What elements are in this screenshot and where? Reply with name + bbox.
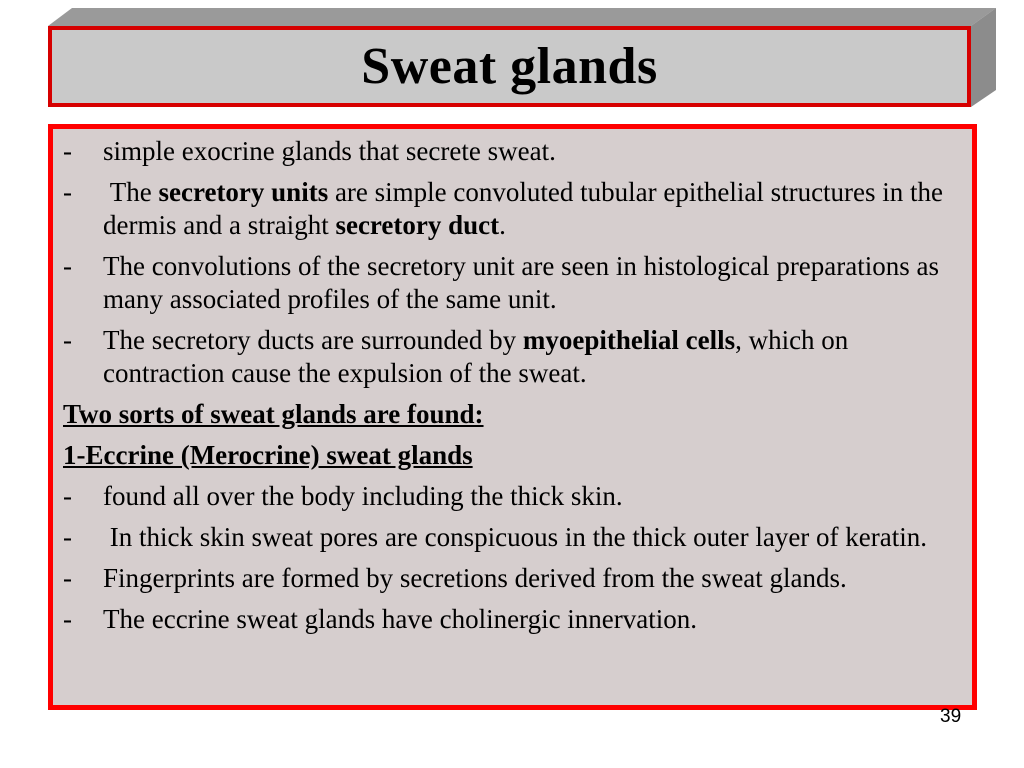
bullet-dash: -	[63, 136, 72, 166]
bullet-item	[63, 176, 958, 242]
content-box	[48, 124, 977, 710]
section-heading: Two sorts of sweat glands are found:	[63, 399, 484, 429]
bullet-text: .	[499, 210, 506, 240]
subsection-heading: 1-Eccrine (Merocrine) sweat glands	[63, 440, 473, 470]
bullet-text: found all over the body including the thick skin.	[103, 481, 623, 511]
bullet-item	[63, 250, 958, 316]
bullet-dash: -	[63, 522, 72, 552]
bullet-item	[63, 324, 958, 390]
bullet-text: The convolutions of the secretory unit are seen in histological preparations as many associated profiles of the same unit.	[103, 251, 939, 314]
bullet-item	[63, 521, 958, 554]
bullet-item	[63, 603, 958, 636]
title-bar	[48, 26, 971, 107]
bullet-item	[63, 135, 958, 168]
bullet-text: The	[103, 177, 159, 207]
bold-term: secretory units	[158, 177, 329, 207]
bullet-text: The eccrine sweat glands have cholinergic innervation.	[103, 604, 698, 634]
bullet-item	[63, 480, 958, 513]
slide-title: Sweat glands	[361, 37, 658, 95]
bullet-text: , which on contraction cause the expulsion of the sweat.	[103, 325, 849, 388]
bullet-dash: -	[63, 563, 72, 593]
bullet-text: In thick skin sweat pores are conspicuous in the thick outer layer of keratin.	[103, 522, 928, 552]
bullet-dash: -	[63, 251, 72, 281]
bullet-dash: -	[63, 481, 72, 511]
bullet-text: The secretory ducts are surrounded by	[103, 325, 523, 355]
bullet-dash: -	[63, 177, 72, 207]
bold-term: secretory duct	[335, 210, 500, 240]
bullet-text: simple exocrine glands that secrete sweat.	[103, 136, 556, 166]
bold-term: myoepithelial cells	[522, 325, 736, 355]
page-number: 39	[940, 706, 962, 727]
bullet-item	[63, 562, 958, 595]
bullet-dash: -	[63, 604, 72, 634]
bullet-dash: -	[63, 325, 72, 355]
bullet-text: are simple convoluted tubular epithelial structures in the dermis and a straight	[103, 177, 944, 240]
bullet-text: Fingerprints are formed by secretions derived from the sweat glands.	[103, 563, 847, 593]
